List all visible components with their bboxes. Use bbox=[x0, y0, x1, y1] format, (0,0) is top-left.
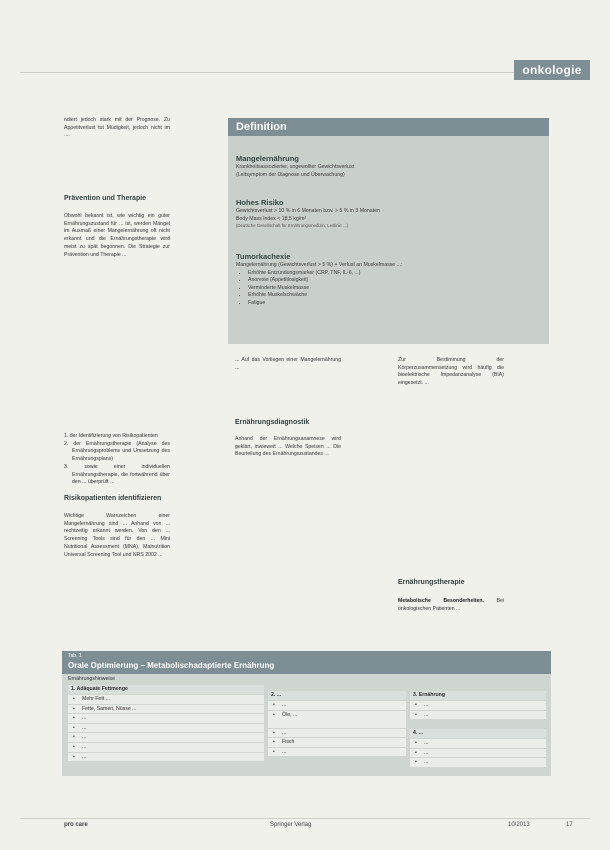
column-1 bbox=[64, 117, 170, 558]
high-risk-line: Gewichtsverlust > 10 % in 6 Monaten bzw. > 5 % in 3 Monaten bbox=[236, 208, 380, 214]
group-heading: 3. Ernährung bbox=[410, 691, 546, 700]
col1-intro: ndiert jedoch stark mit der Prognose. Zu Appetitverlust tut Müdigkeit, jedoch nicht im .... bbox=[64, 117, 170, 139]
table-row: • ... bbox=[68, 743, 264, 752]
table-row: • ... bbox=[68, 714, 264, 723]
table-title: Orale Optimierung – Metabolischadaptierte Ernährung bbox=[68, 661, 275, 670]
table-row: • ... bbox=[68, 733, 264, 742]
table-row: • Fisch bbox=[268, 738, 406, 747]
list-item: 3. sowie einer individuellen Ernährungstherapie, die fortwährend über den ... überprüft ... bbox=[64, 463, 170, 486]
col1-list bbox=[64, 433, 170, 487]
high-risk-source: (Deutsche Gesellschaft für Ernährungsmedizin, Leitlinie ...) bbox=[236, 223, 349, 229]
table-row: • ... bbox=[268, 701, 406, 710]
list-item: 1. der Identifizierung von Risikopatienten bbox=[64, 433, 158, 439]
page-number: 17 bbox=[566, 822, 573, 828]
table-row: • ... bbox=[410, 739, 546, 748]
footer-journal: pro care bbox=[64, 822, 88, 828]
footer-issue: 10/2013 bbox=[508, 822, 530, 828]
group-heading: 2. ... bbox=[268, 691, 406, 700]
malnutrition-heading: Mangelernährung bbox=[236, 154, 299, 163]
header-rule bbox=[20, 72, 590, 73]
definition-malnutrition bbox=[236, 154, 541, 179]
footer-publisher: Springer Verlag bbox=[270, 822, 312, 828]
heading-risk: Risikopatienten identifizieren bbox=[64, 495, 162, 502]
definition-high-risk bbox=[236, 198, 541, 229]
table-row: • ... bbox=[268, 729, 406, 738]
malnutrition-line: Krankheitsassoziierter, ungewollter Gewichtsverlust bbox=[236, 164, 355, 170]
malnutrition-line: (Leitsymptom der Diagnose und Überwachung) bbox=[236, 171, 345, 178]
table-header-bar bbox=[62, 651, 551, 674]
cachexia-line: Mangelernährung (Gewichtsverlust > 5 %) + Verlust an Muskelmasse ...: bbox=[236, 262, 403, 268]
table-subtitle: Ernährungshinweise bbox=[68, 676, 116, 682]
col3-paragraph-therapy bbox=[398, 598, 504, 613]
col2-paragraph-diagnostics: Anhand der Ernährungsanamnese wird geklärt, inwieweit ... Welche Speisen ... Die Beurteilung des Ernährungszustandes ... bbox=[235, 436, 341, 458]
col3-intro: Zur Bestimmung der Körperzusammensetzung wird häufig die bioelektrische Impedanzanalyse (BIA) eingesetzt. ... bbox=[398, 357, 504, 387]
table-group-2 bbox=[268, 691, 406, 757]
table-row: • ... bbox=[410, 758, 546, 767]
cachexia-heading: Tumorkachexie bbox=[236, 252, 291, 261]
definition-box bbox=[228, 118, 549, 344]
table-row: • ... bbox=[410, 701, 546, 710]
definition-cachexia bbox=[236, 252, 541, 308]
heading-prevention: Prävention und Therapie bbox=[64, 195, 147, 202]
table-row: • ... bbox=[68, 753, 264, 762]
table-row: • Öle, ... bbox=[268, 711, 406, 728]
list-item: • Erhöhte Entzündungsmarker (CRP, TNF, IL-6, ...) bbox=[248, 270, 541, 278]
col1-paragraph-risk: Wichtige Warnzeichen einer Mangelernährung sind ... Anhand von ... rechtzeitig erkannt werden. Von den ... Screening Tools sind für den ... Mini Nutritional Assessment (MNA), Malnutrition Universal Screening Tool und NRS 2002 ... bbox=[64, 513, 170, 558]
group-heading: 4. ... bbox=[410, 729, 546, 738]
list-item: • Anorexie (Appetitlosigkeit) bbox=[248, 277, 541, 285]
table-row: • Fette, Samen, Nüsse ... bbox=[68, 705, 264, 714]
heading-diagnostics: Ernährungsdiagnostik bbox=[235, 419, 310, 426]
list-item: • Fatigue bbox=[248, 300, 541, 308]
column-3 bbox=[398, 357, 504, 612]
col2-intro: ... Auf das Vorliegen einer Mangelernährung ... bbox=[235, 357, 341, 371]
table-group-3 bbox=[410, 691, 546, 720]
definition-title: Definition bbox=[228, 118, 549, 136]
table-group-1 bbox=[68, 685, 264, 762]
table-row: • Mehr Fett ... bbox=[68, 695, 264, 704]
col1-paragraph-prevention: Obwohl bekannt ist, wie wichtig ein guter Ernährungszustand für ... ist, werden Mängel im Ausmaß einer Mangelernährung oft nicht erkannt und die Ernährungstherapie wird meist zu spät begonnen. Die Strategie zur Prävention und Therapie ... bbox=[64, 213, 170, 258]
table-group-4 bbox=[410, 729, 546, 768]
high-risk-heading: Hohes Risiko bbox=[236, 198, 284, 207]
table-row: • ... bbox=[68, 724, 264, 733]
cachexia-list bbox=[236, 270, 541, 308]
table-number: Tab. 1 bbox=[68, 653, 82, 659]
table-row: • ... bbox=[410, 711, 546, 720]
group-heading: 1. Adäquate Fettmenge bbox=[68, 685, 264, 694]
footer-rule bbox=[20, 818, 590, 819]
list-item: • Verminderte Muskelmasse bbox=[248, 285, 541, 293]
list-item: • Erhöhte Muskelschwäche bbox=[248, 292, 541, 300]
section-tab: onkologie bbox=[514, 60, 590, 80]
therapy-lead: Metabolische Besonderheiten. bbox=[398, 598, 484, 604]
list-item: 2. der Ernährungstherapie (Analyse des Ernährungsproblems und Umsetzung des Ernährungsplans) bbox=[64, 440, 170, 463]
high-risk-line: Body Mass Index < 18,5 kg/m² bbox=[236, 215, 307, 222]
table-row: • ... bbox=[268, 748, 406, 757]
column-2 bbox=[235, 357, 341, 458]
table-row: • ... bbox=[410, 749, 546, 758]
therapy-text: Bei onkologischen Patienten ... bbox=[398, 598, 504, 612]
table-box bbox=[62, 651, 551, 776]
heading-therapy: Ernährungstherapie bbox=[398, 579, 465, 586]
